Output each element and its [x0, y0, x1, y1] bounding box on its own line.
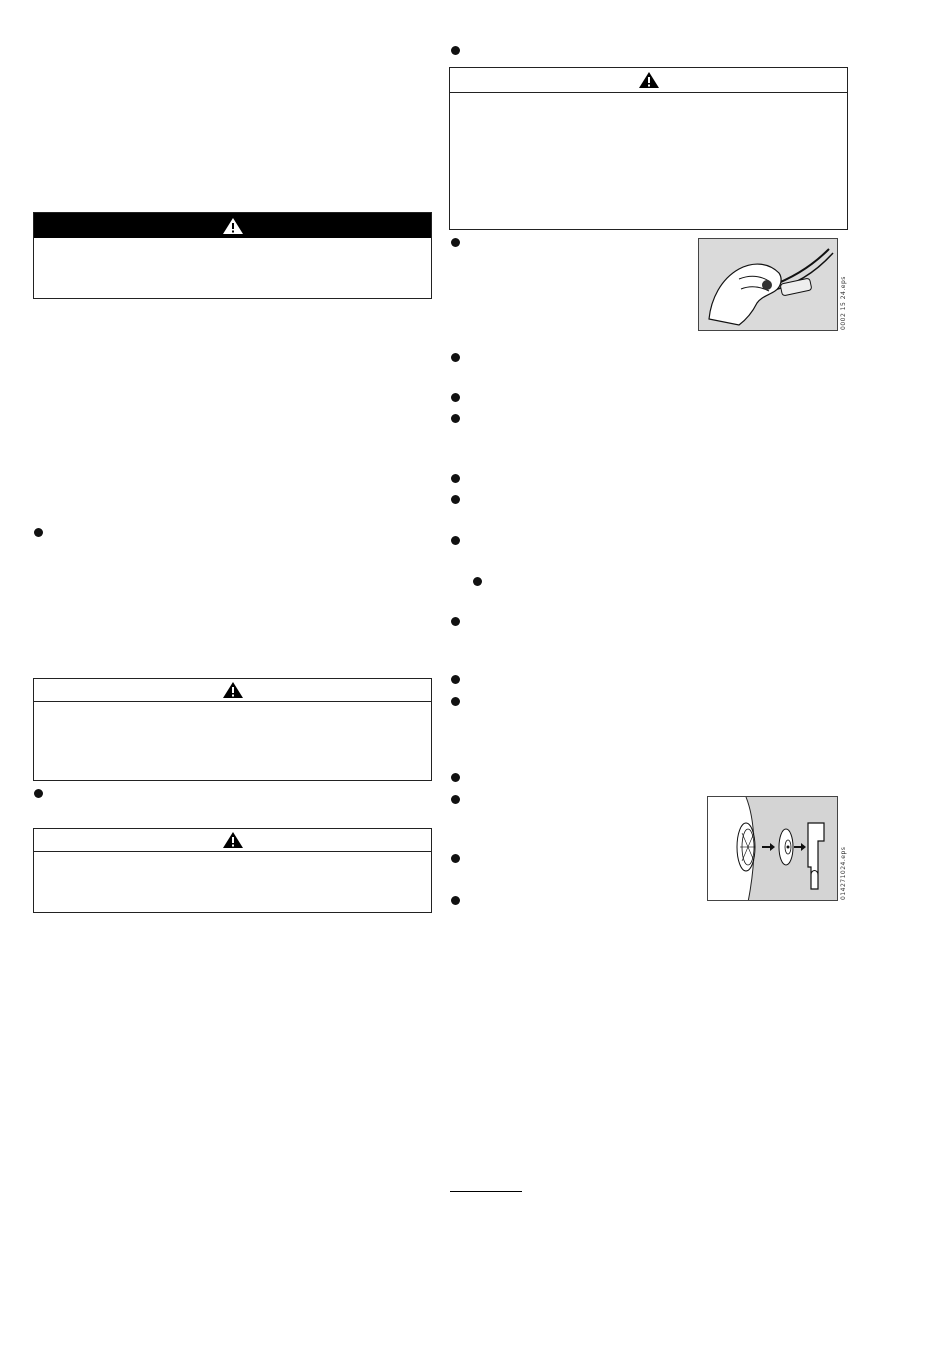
figure-filter-assembly — [707, 796, 838, 901]
warning-header — [34, 679, 431, 702]
bullet-dot — [451, 353, 460, 362]
bullet-dot — [451, 896, 460, 905]
figure-code: 014271024.eps — [840, 846, 847, 900]
bullet-dot — [451, 675, 460, 684]
bullet-dot — [451, 495, 460, 504]
warning-box-3 — [33, 828, 432, 913]
warning-box-4 — [449, 67, 848, 230]
bullet-dot — [451, 854, 460, 863]
warning-header — [34, 829, 431, 852]
bullet-dot — [451, 773, 460, 782]
hand-cable-illustration — [699, 239, 838, 331]
filter-assembly-illustration — [708, 797, 838, 901]
bullet-dot — [473, 577, 482, 586]
warning-box-2 — [33, 678, 432, 781]
warning-triangle-icon — [222, 831, 244, 849]
bullet-dot — [451, 238, 460, 247]
bullet-dot — [451, 393, 460, 402]
figure-code: 0002 15 24.eps — [840, 276, 847, 330]
bullet-dot — [451, 697, 460, 706]
warning-triangle-icon — [222, 217, 244, 235]
bullet-dot — [34, 789, 43, 798]
bullet-dot — [451, 617, 460, 626]
warning-header — [450, 68, 847, 93]
bullet-dot — [451, 795, 460, 804]
bullet-dot — [451, 46, 460, 55]
bullet-dot — [34, 528, 43, 537]
figure-hand-cable — [698, 238, 838, 331]
bullet-dot — [451, 536, 460, 545]
warning-header — [34, 213, 431, 238]
footnote-separator — [450, 1191, 522, 1192]
bullet-dot — [451, 474, 460, 483]
warning-box-1 — [33, 212, 432, 299]
bullet-dot — [451, 414, 460, 423]
warning-triangle-icon — [638, 71, 660, 89]
warning-triangle-icon — [222, 681, 244, 699]
